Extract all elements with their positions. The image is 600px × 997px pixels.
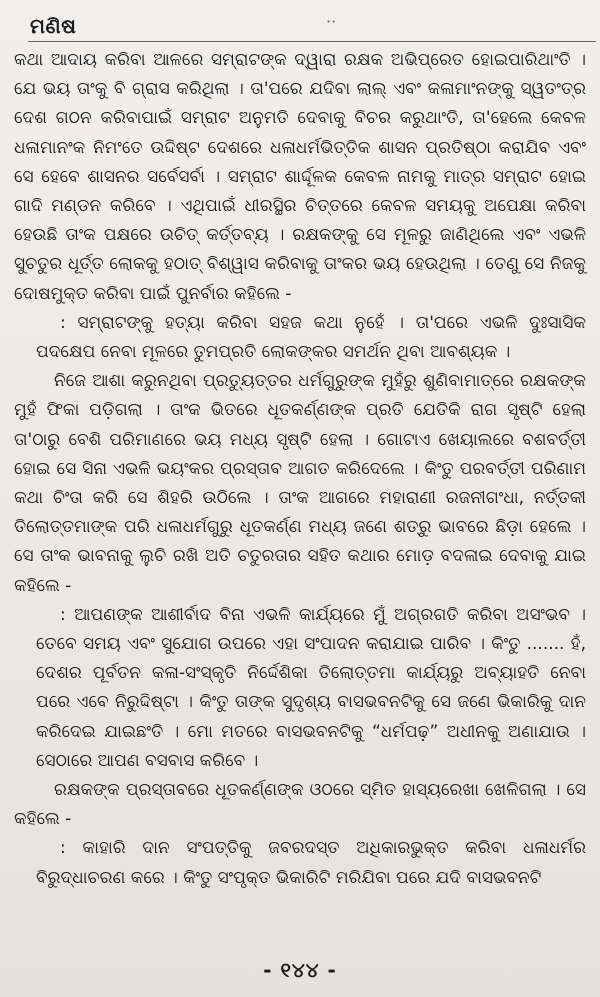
paragraph-narrative: ନିଜେ ଆଶା କରୁନଥିବା ପ୍ରତ୍ୟୁତ୍ତର ଧର୍ମଗୁରୁଙ୍କ ମୁହଁରୁ ଶୁଣିବାମାତ୍ରେ ରକ୍ଷକଙ୍କ ମୁହଁ ଫିକା ପଡ଼ିଗଲା । ତାଂକ ଭିତରେ ଧୂତକର୍ଣ୍ଣଙ୍କ ପ୍ରତି ଯେତିକି ରାଗ ସୃଷ୍ଟି ହେଲା ତା'ଠାରୁ ବେଶି ପରିମାଣରେ ଭୟ ମଧ୍ୟ ସୃଷ୍ଟି ହେଲା । ଗୋଟାଏ ଖେୟାଲରେ ବଶବର୍ତ୍ତୀ ହୋଇ ସେ ସିନା ଏଭଳି ଭୟଂକର ପ୍ରସ୍ତାବ ଆଗତ କରିଦେଲେ । କିଂତୁ ପରବର୍ତ୍ତୀ ପରିଣାମ କଥା ଚିଂତା କରି ସେ ଶିହରି ଉଠିଲେ । ତାଂକ ଆଗରେ ମହାରାଣୀ ରଜନୀଗଂଧା, ନର୍ତ୍ତକୀ ତିଲୋତ୍ତମାଙ୍କ ପରି ଧଳାଧର୍ମଗୁରୁ ଧୂତକର୍ଣ୍ଣ ମଧ୍ୟ ଜଣେ ଶତ୍ରୁ ଭାବରେ ଛିଡ଼ା ହେଲେ । ସେ ତାଂକ ଭାବନାକୁ ଲୁଚି ରଖି ଅତି ଚତୁରତାର ସହିତ କଥାର ମୋଡ଼ ବଦଳାଇ ଦେବାକୁ ଯାଇ କହିଲେ - xyxy=(14,371,586,596)
header-rule xyxy=(28,41,596,42)
page-number: - ୧୪୪ - xyxy=(263,958,337,982)
paragraph-dialogue: : ଆପଣଙ୍କ ଆଶୀର୍ବାଦ ବିନା ଏଭଳି କାର୍ଯ୍ୟରେ ମୁଁ ଅଗ୍ରଗତି କରିବା ଅସଂଭବ । ତେବେ ସମୟ ଏବଂ ସୁଯୋଗ ଉପରେ ଏହା ସଂପାଦନ କରାଯାଇ ପାରିବ । କିଂତୁ ....... ହଁ, ଦେଶର ପୂର୍ବତନ କଳା-ସଂସ୍କୃତି ନିର୍ଦ୍ଦେଶିକା ତିଲୋତ୍ତମା କାର୍ଯ୍ୟରୁ ଅବ୍ୟାହତି ନେବା ପରେ ଏବେ ନିରୁଦ୍ଦିଷ୍ଟା । କିଂତୁ ତାଙ୍କ ସୁଦୃଶ୍ୟ ବାସଭବନଟିକୁ ସେ ଜଣେ ଭିକାରିକୁ ଦାନ କରିଦେଇ ଯାଇଛଂତି । ମୋ ମତରେ ବାସଭବନଟିକୁ “ଧର୍ମପଢ଼” ଅଧୀନକୁ ଅଣାଯାଉ । ସେଠାରେ ଆପଣ ବସବାସ କରିବେ । xyxy=(36,604,586,771)
paragraph-dialogue: : କାହାରି ଦାନ ସଂପତ୍ତିକୁ ଜବରଦସ୍ତ ଅଧିକାରଭୁକ୍ତ କରିବା ଧଳାଧର୍ମର ବିରୁଦ୍ଧାଚରଣ କରେ । କିଂତୁ ସଂପୃକ୍ତ ଭିକାରିଟି ମରିଯିବା ପରେ ଯଦି ବାସଭବନଟି xyxy=(36,838,586,888)
paragraph-dialogue: : ସମ୍ରାଟଙ୍କୁ ହତ୍ୟା କରିବା ସହଜ କଥା ନୁହେଁ । ତା'ପରେ ଏଭଳି ଦୁଃସାସିକ ପଦକ୍ଷେପ ନେବା ମୂଳରେ ତୁମପ୍ରତି ଲୋକଙ୍କର ସମର୍ଥନ ଥିବା ଆବଶ୍ୟକ । xyxy=(36,312,586,363)
body-text xyxy=(14,46,586,893)
paragraph-narrative: ରକ୍ଷକଙ୍କ ପ୍ରସ୍ତାବରେ ଧୂତକର୍ଣ୍ଣଙ୍କ ଓଠରେ ସ୍ମିତ ହାସ୍ୟରେଖା ଖେଳିଗଲା । ସେ କହିଲେ - xyxy=(14,780,586,830)
paragraph-narrative: କଥା ଆଦାୟ କରିବା ଆଳରେ ସମ୍ରାଟଙ୍କ ଦ୍ୱାରା ରକ୍ଷକ ଅଭିପ୍ରେତ ହୋଇପାରିଥାଂତି । ଯେ ଭୟ ତାଂକୁ ବି ଗ୍ରାସ କରିଥିଲା । ତା'ପରେ ଯଦିବା ଲାଲ୍ ଏବଂ କଳାମାଂନଙ୍କୁ ସ୍ୱତଂତ୍ର ଦେଶ ଗଠନ କରିବାପାଇଁ ସମ୍ରାଟ ଅନୁମତି ଦେବାକୁ ବିଚର କରୁଥାଂତି, ତା'ହେଲେ କେବଳ ଧଳାମାନଂକ ନିମଂତେ ଉଦ୍ଦିଷ୍ଟ ଦେଶରେ ଧଳାଧର୍ମଭିତ୍ତିକ ଶାସନ ପ୍ରତିଷ୍ଠା କରାଯିବ ଏବଂ ସେ ହେବେ ଶାସନର ସର୍ବେସର୍ବା । ସମ୍ରାଟ ଶାର୍ଦ୍ଦୂଳକ କେବଳ ନାମକୁ ମାତ୍ର ସମ୍ରାଟ ହୋଇ ଗାଦି ମଣ୍ଡନ କରିବେ । ଏଥିପାଇଁ ଧୀରସ୍ଥିର ଚିତ୍ତରେ କେବଳ ସମୟକୁ ଅପେକ୍ଷା କରିବା ହେଉଛି ତାଂକ ପକ୍ଷରେ ଉଚିତ୍ କର୍ତ୍ତବ୍ୟ । ରକ୍ଷକଙ୍କୁ ସେ ମୂଳରୁ ଜାଣିଥିଲେ ଏବଂ ଏଭଳି ସୁଚତୁର ଧୂର୍ତ୍ତ ଲୋକକୁ ହଠାତ୍ ବିଶ୍ୱାସ କରିବାକୁ ତାଂକର ଭୟ ହେଉଥିଲା । ତେଣୁ ସେ ନିଜକୁ ଦୋଷମୁକ୍ତ କରିବା ପାଇଁ ପୁନର୍ବାର କହିଲେ - xyxy=(14,50,586,304)
running-head: ମଣିଷ xyxy=(30,14,77,38)
header-mark: ·· xyxy=(326,12,337,31)
page-header xyxy=(14,12,586,42)
